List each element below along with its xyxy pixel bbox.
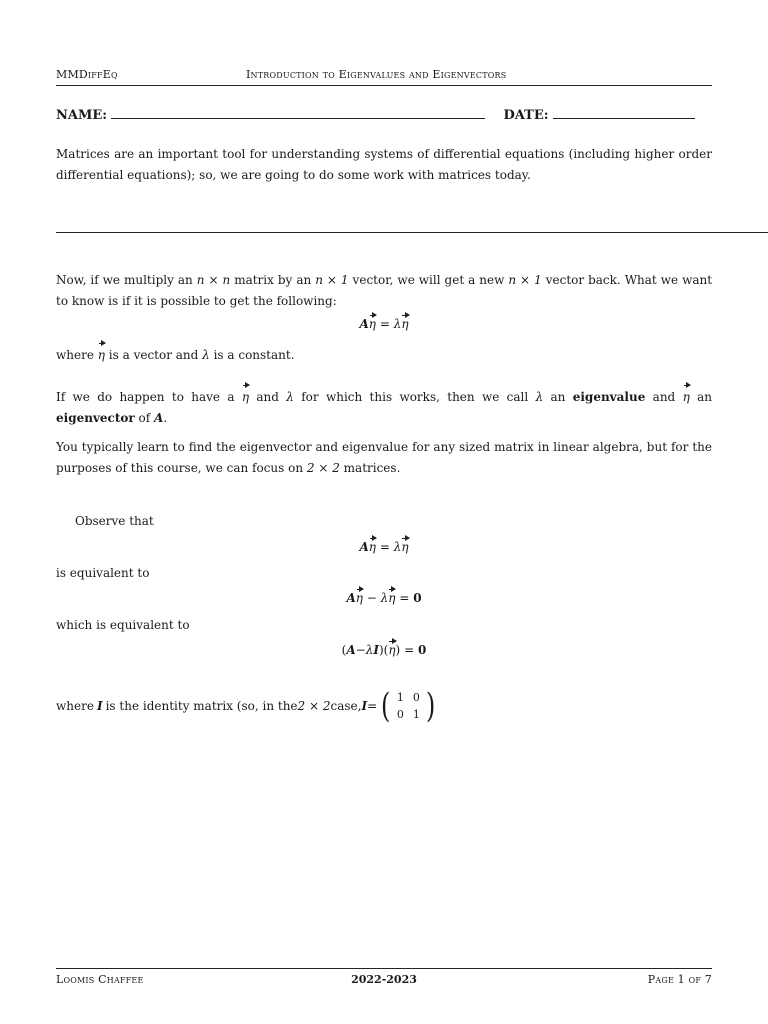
matrix-cell: 1 <box>396 691 404 704</box>
name-date-row <box>56 108 716 123</box>
matrix-cell: 0 <box>396 708 404 721</box>
equation-eigen-1: Aη = λη <box>0 314 768 331</box>
n-by-n: n × n <box>196 273 231 287</box>
course-code: MMDiffEq <box>56 68 118 81</box>
paragraph-2x2: You typically learn to find the eigenvector and eigenvalue for any sized matrix in linear algebra, but for the purposes of this course, we can focus on 2 × 2 matrices. <box>56 440 712 475</box>
name-field[interactable] <box>111 118 485 119</box>
equivalent-text-2: which is equivalent to <box>56 618 190 632</box>
date-label: DATE: <box>503 108 549 123</box>
observe-text: Observe that <box>75 514 154 528</box>
footer-school: Loomis Chaffee <box>56 973 144 986</box>
header-rule <box>56 85 712 86</box>
date-field[interactable] <box>553 118 695 119</box>
section-divider <box>56 232 768 233</box>
identity-matrix: ( 1 0 0 1 ) <box>381 686 436 726</box>
equivalent-text-1: is equivalent to <box>56 566 150 580</box>
equation-eigen-2: Aη = λη <box>0 537 768 554</box>
matrix-cell: 1 <box>412 708 420 721</box>
footer-rule <box>56 968 712 969</box>
identity-matrix-line: where I is the identity matrix (so, in the 2 × 2 case, I = ( 1 0 0 1 ) <box>56 686 436 726</box>
footer-year: 2022-2023 <box>351 973 417 986</box>
equation-eigen-3: Aη − λη = 0 <box>0 588 768 605</box>
intro-paragraph: Matrices are an important tool for understanding systems of differential equations (including higher order differential equations); so, we are going to do some work with matrices today. <box>56 147 712 182</box>
n-by-1: n × 1 <box>315 273 349 287</box>
term-eigenvalue: eigenvalue <box>572 390 646 404</box>
name-label: NAME: <box>56 108 108 123</box>
matrix-cell: 0 <box>412 691 420 704</box>
paragraph-multiply: Now, if we multiply an n × n matrix by an n × 1 vector, we will get a new n × 1 vector back. What we want to know is if it is possible to get the following: <box>56 273 713 308</box>
definition-paragraph: If we do happen to have a η and λ for which this works, then we call λ an eigenvalue and η an eigenvector of A. <box>56 384 712 429</box>
document-title: Introduction to Eigenvalues and Eigenvectors <box>246 68 507 81</box>
where-vector-line: where η is a vector and λ is a constant. <box>56 342 712 366</box>
term-eigenvector: eigenvector <box>56 411 135 425</box>
footer-page-number: Page 1 of 7 <box>647 973 712 986</box>
equation-eigen-4: (A−λI)(η) = 0 <box>0 640 768 657</box>
